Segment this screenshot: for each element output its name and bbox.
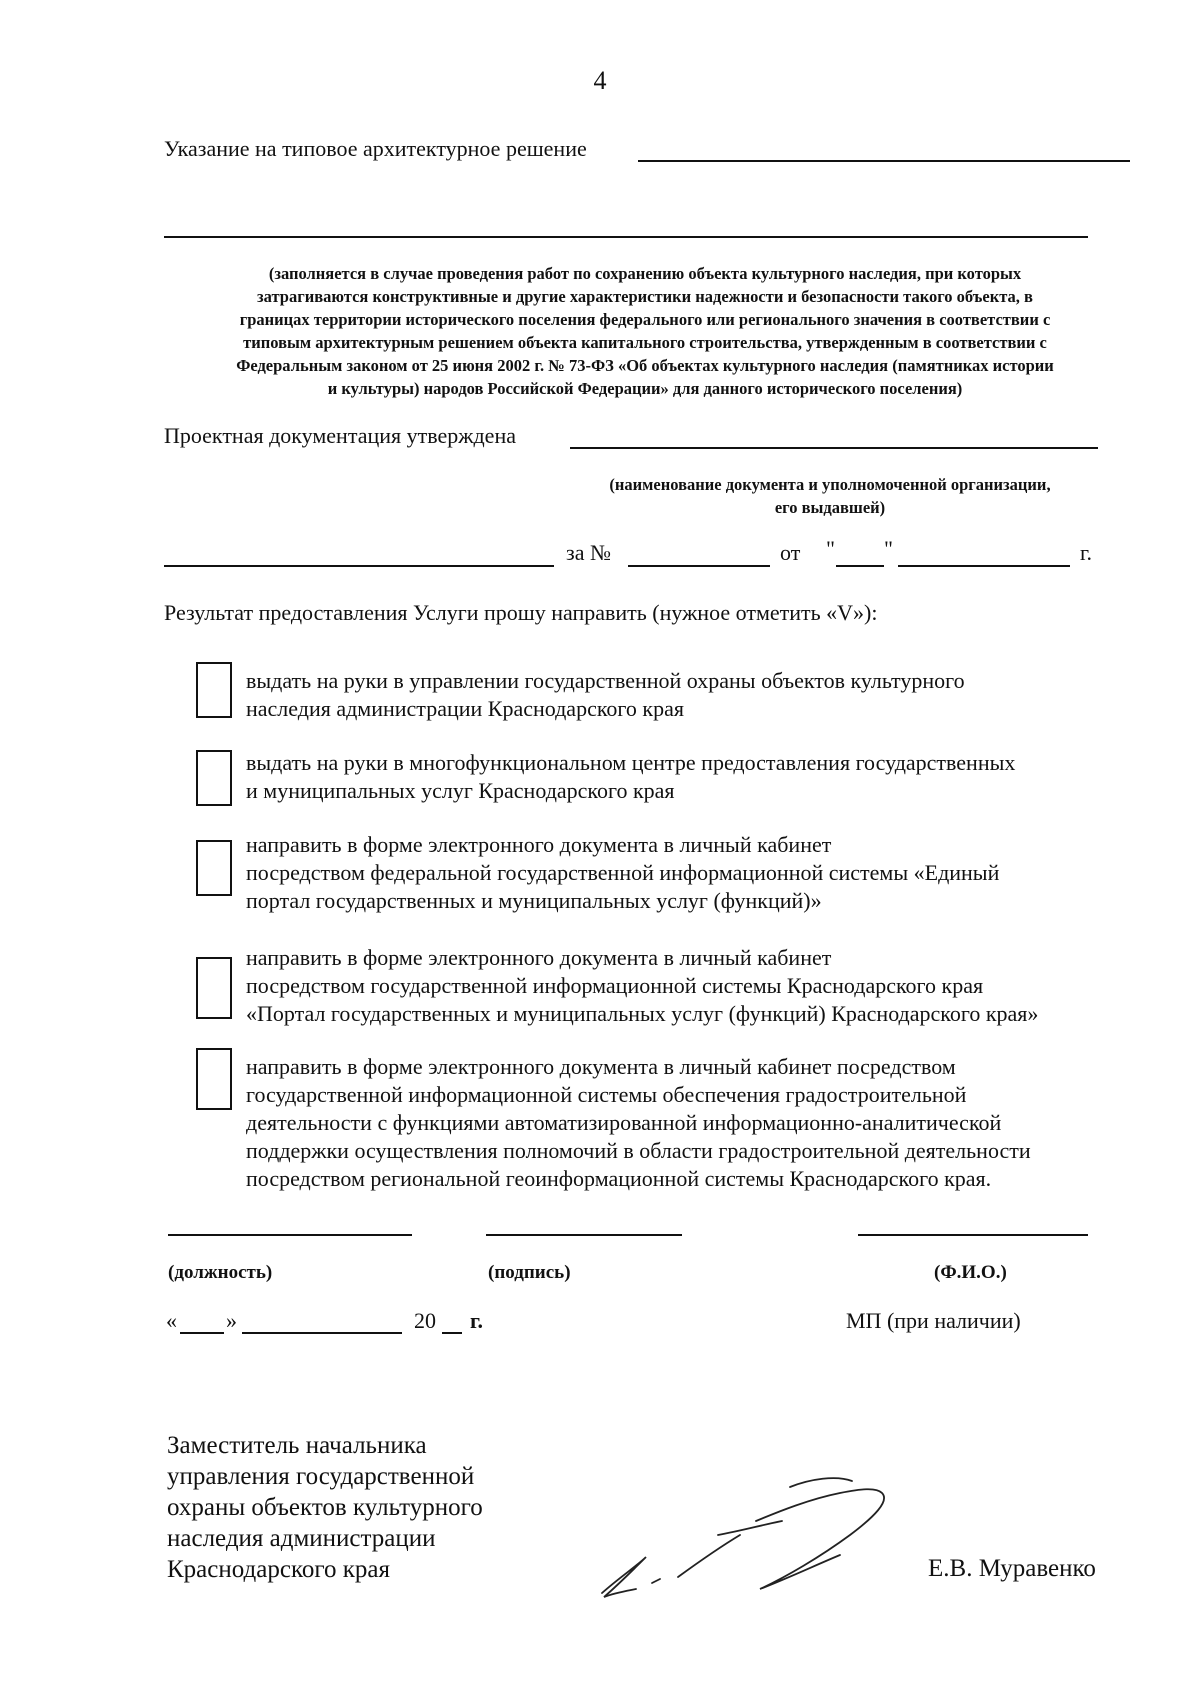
option-checkbox-gosuslugi[interactable] — [196, 840, 232, 896]
page-number: 4 — [593, 66, 607, 95]
sign-day-field[interactable] — [180, 1332, 224, 1334]
number-field[interactable] — [628, 565, 770, 567]
project-docs-label: Проектная документация утверждена — [164, 423, 516, 448]
option-text-regional-portal — [246, 944, 1130, 1028]
date-close-quote: » — [226, 1308, 237, 1333]
project-docs-name-field[interactable] — [164, 565, 554, 567]
project-docs-field[interactable] — [570, 447, 1098, 449]
typical-solution-label: Указание на типовое архитектурное решение — [164, 136, 587, 161]
option-checkbox-gisogd[interactable] — [196, 1048, 232, 1110]
date-label: от — [780, 540, 801, 565]
year-suffix: г. — [1080, 540, 1093, 565]
signatory-title-line: управления государственной — [167, 1463, 475, 1490]
year-prefix: 20 — [414, 1308, 436, 1333]
option-line: «Портал государственных и муниципальных услуг (функций) Краснодарского края» — [246, 1001, 1039, 1026]
signatory-name: Е.В. Муравенко — [928, 1555, 1096, 1582]
day-field[interactable] — [836, 565, 884, 567]
typical-solution-note — [160, 262, 1130, 400]
sign-year-suffix: г. — [470, 1308, 484, 1333]
option-line: посредством региональной геоинформационной системы Краснодарского края. — [246, 1166, 992, 1191]
signature-field[interactable] — [486, 1234, 682, 1236]
sign-month-field[interactable] — [242, 1332, 402, 1334]
option-line: направить в форме электронного документа в личный кабинет посредством — [246, 1054, 956, 1079]
option-line: поддержки осуществления полномочий в области градостроительной деятельности — [246, 1138, 1031, 1163]
note-line: типовым архитектурным решением объекта капитального строительства, утвержденным в соответствии с — [243, 333, 1047, 352]
option-checkbox-office[interactable] — [196, 662, 232, 718]
stamp-label: МП (при наличии) — [846, 1308, 1021, 1333]
option-line: портал государственных и муниципальных услуг (функций)» — [246, 888, 822, 913]
note-line: затрагиваются конструктивные и другие характеристики надежности и безопасности такого объекта, в — [257, 287, 1033, 306]
note-line: (заполняется в случае проведения работ по сохранению объекта культурного наследия, при которых — [268, 264, 1022, 283]
option-checkbox-mfc[interactable] — [196, 750, 232, 806]
note-line: Федеральным законом от 25 июня 2002 г. № 73-ФЗ «Об объектах культурного наследия (памятниках истории — [236, 356, 1054, 375]
note-line: границах территории исторического поселения федерального или регионального значения в соответствии с — [239, 310, 1051, 329]
signature-caption: (подпись) — [488, 1262, 571, 1283]
option-text-mfc — [246, 749, 1130, 805]
date-open-quote: « — [166, 1308, 177, 1333]
option-line: посредством федеральной государственной информационной системы «Единый — [246, 860, 1000, 885]
option-line: направить в форме электронного документа в личный кабинет — [246, 832, 832, 857]
number-label: за № — [566, 540, 611, 565]
signatory-title — [167, 1430, 483, 1585]
note-line: и культуры) народов Российской Федерации» для данного исторического поселения) — [327, 379, 963, 398]
typical-solution-field-line2[interactable] — [164, 236, 1088, 238]
month-field[interactable] — [898, 565, 1070, 567]
signatory-title-line: наследия администрации — [167, 1525, 436, 1552]
fio-caption: (Ф.И.О.) — [934, 1262, 1007, 1283]
option-line: и муниципальных услуг Краснодарского края — [246, 778, 675, 803]
option-text-gisogd — [246, 1053, 1130, 1193]
date-quote-close: " — [884, 536, 893, 561]
position-field[interactable] — [168, 1234, 412, 1236]
option-line: посредством государственной информационной системы Краснодарского края — [246, 973, 984, 998]
option-line: государственной информационной системы обеспечения градостроительной — [246, 1082, 967, 1107]
signatory-title-line: охраны объектов культурного — [167, 1494, 483, 1521]
handwritten-signature — [590, 1465, 930, 1615]
caption-line: (наименование документа и уполномоченной организации, — [609, 475, 1051, 494]
caption-line: его выдавшей) — [774, 498, 886, 517]
option-line: выдать на руки в многофункциональном центре предоставления государственных — [246, 750, 1016, 775]
project-docs-caption — [560, 473, 1100, 519]
typical-solution-field[interactable] — [638, 160, 1130, 162]
option-checkbox-regional-portal[interactable] — [196, 957, 232, 1019]
option-line: наследия администрации Краснодарского края — [246, 696, 684, 721]
position-caption: (должность) — [168, 1262, 273, 1283]
date-quote-open: " — [826, 536, 835, 561]
fio-field[interactable] — [858, 1234, 1088, 1236]
signatory-title-line: Краснодарского края — [167, 1556, 390, 1583]
option-line: деятельности с функциями автоматизированной информационно-аналитической — [246, 1110, 1002, 1135]
option-text-gosuslugi — [246, 831, 1130, 915]
sign-year-field[interactable] — [442, 1332, 462, 1334]
option-line: направить в форме электронного документа в личный кабинет — [246, 945, 832, 970]
result-label: Результат предоставления Услуги прошу направить (нужное отметить «V»): — [164, 600, 878, 625]
signatory-title-line: Заместитель начальника — [167, 1432, 427, 1459]
option-text-office — [246, 667, 1130, 723]
option-line: выдать на руки в управлении государственной охраны объектов культурного — [246, 668, 965, 693]
